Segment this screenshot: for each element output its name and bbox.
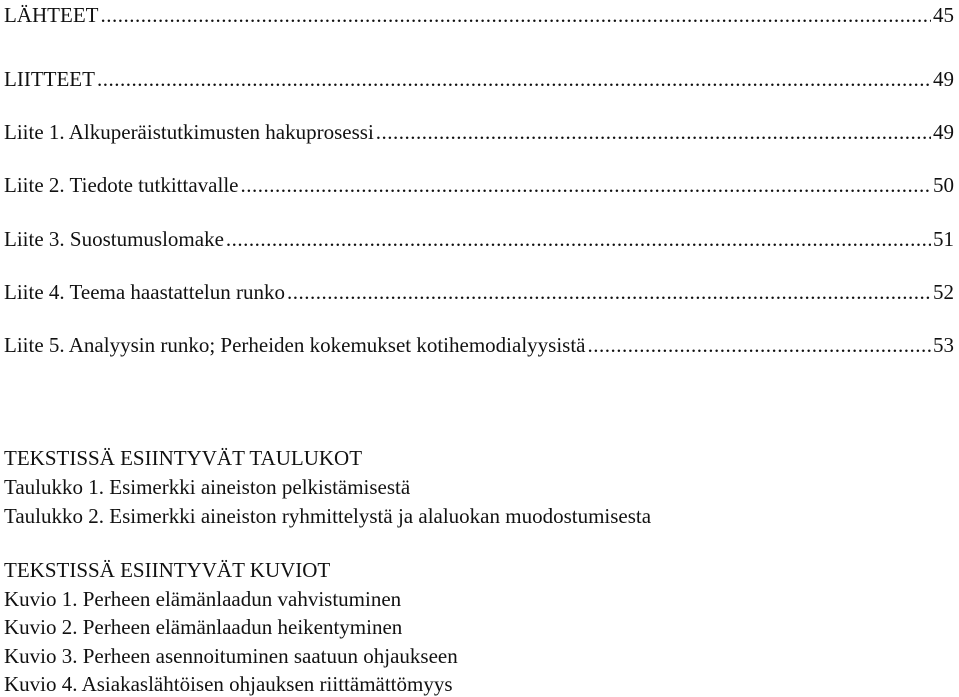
figure-list-item[interactable]: Kuvio 2. Perheen elämänlaadun heikentyminen	[4, 615, 403, 639]
toc-entry-liitteet[interactable]	[4, 66, 954, 92]
figures-section-heading: TEKSTISSÄ ESIINTYVÄT KUVIOT	[4, 558, 331, 582]
toc-entry-page: 49	[933, 120, 954, 144]
dot-leader	[100, 2, 931, 28]
dot-leader	[226, 226, 931, 252]
toc-entry-page: 49	[933, 67, 954, 91]
toc-entry-label: Liite 2. Tiedote tutkittavalle	[4, 173, 239, 197]
toc-entry-label: LÄHTEET	[4, 3, 99, 27]
toc-entry-liite-3[interactable]	[4, 226, 954, 252]
toc-entry-label: Liite 3. Suostumuslomake	[4, 227, 224, 251]
toc-entry-page: 50	[933, 173, 954, 197]
toc-entry-label: LIITTEET	[4, 67, 95, 91]
toc-entry-liite-4[interactable]	[4, 279, 954, 305]
toc-entry-label: Liite 4. Teema haastattelun runko	[4, 280, 285, 304]
tables-section-heading: TEKSTISSÄ ESIINTYVÄT TAULUKOT	[4, 446, 363, 470]
toc-entry-liite-5[interactable]	[4, 332, 954, 358]
toc-entry-liite-2[interactable]	[4, 172, 954, 198]
dot-leader	[287, 279, 931, 305]
figure-list-item[interactable]: Kuvio 1. Perheen elämänlaadun vahvistuminen	[4, 587, 402, 611]
toc-entry-page: 45	[933, 3, 954, 27]
dot-leader	[376, 119, 931, 145]
toc-entry-page: 51	[933, 227, 954, 251]
dot-leader	[588, 332, 932, 358]
toc-entry-lahteet[interactable]	[4, 2, 954, 28]
figure-list-item[interactable]: Kuvio 4. Asiakaslähtöisen ohjauksen riittämättömyys	[4, 672, 453, 696]
table-list-item[interactable]: Taulukko 2. Esimerkki aineiston ryhmittelystä ja alaluokan muodostumisesta	[4, 504, 652, 528]
figure-list-item[interactable]: Kuvio 3. Perheen asennoituminen saatuun ohjaukseen	[4, 644, 458, 668]
toc-entry-page: 52	[933, 280, 954, 304]
table-list-item[interactable]: Taulukko 1. Esimerkki aineiston pelkistämisestä	[4, 475, 411, 499]
toc-entry-liite-1[interactable]	[4, 119, 954, 145]
dot-leader	[97, 66, 931, 92]
toc-entry-label: Liite 1. Alkuperäistutkimusten hakuprosessi	[4, 120, 374, 144]
dot-leader	[240, 172, 931, 198]
toc-entry-label: Liite 5. Analyysin runko; Perheiden kokemukset kotihemodialyysistä	[4, 333, 586, 357]
toc-entry-page: 53	[933, 333, 954, 357]
